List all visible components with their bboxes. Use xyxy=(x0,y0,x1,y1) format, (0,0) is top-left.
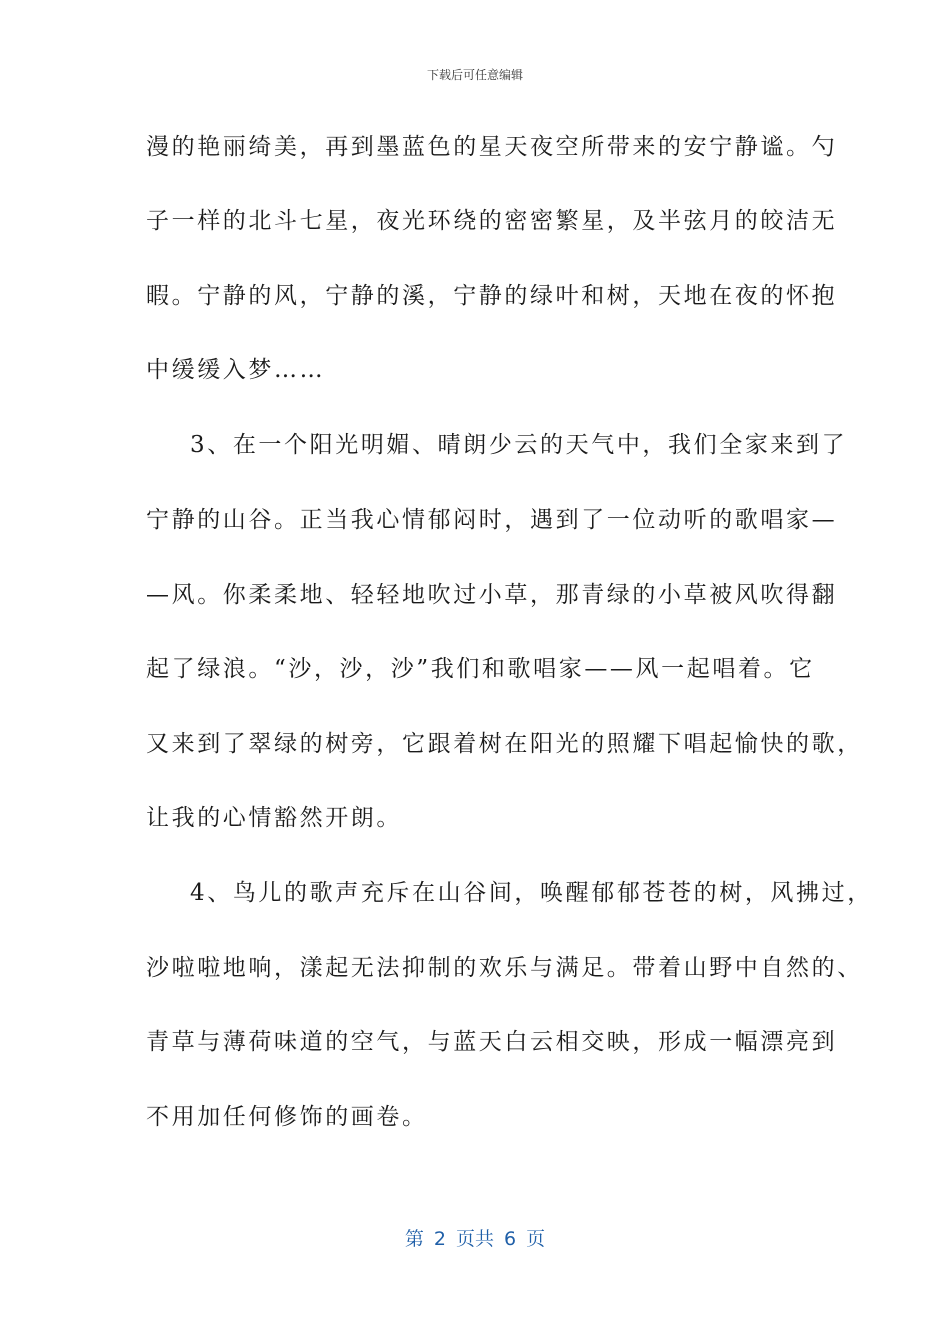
body-line: 暇。宁静的风，宁静的溪，宁静的绿叶和树，天地在夜的怀抱 xyxy=(146,283,838,309)
page-number: 第 2 页共 6 页 xyxy=(404,1228,546,1250)
paragraph-4-start: 4、鸟儿的歌声充斥在山谷间，唤醒郁郁苍苍的树，风拂过， xyxy=(190,880,873,906)
body-line: 沙啦啦地响，漾起无法抑制的欢乐与满足。带着山野中自然的、 xyxy=(146,955,863,981)
body-line: 起了绿浪。“沙，沙，沙”我们和歌唱家——风一起唱着。它 xyxy=(146,656,815,682)
body-line: 中缓缓入梦…… xyxy=(146,357,326,383)
body-line: 漫的艳丽绮美，再到墨蓝色的星天夜空所带来的安宁静谧。勺 xyxy=(146,134,838,160)
body-line: 让我的心情豁然开朗。 xyxy=(146,805,402,831)
body-line: 子一样的北斗七星，夜光环绕的密密繁星，及半弦月的皎洁无 xyxy=(146,208,838,234)
body-line: 不用加任何修饰的画卷。 xyxy=(146,1104,428,1130)
body-line: 宁静的山谷。正当我心情郁闷时，遇到了一位动听的歌唱家— xyxy=(146,507,838,533)
body-line: 又来到了翠绿的树旁，它跟着树在阳光的照耀下唱起愉快的歌， xyxy=(146,731,863,757)
paragraph-3-start: 3、在一个阳光明媚、晴朗少云的天气中，我们全家来到了 xyxy=(190,432,848,458)
body-line: —风。你柔柔地、轻轻地吹过小草，那青绿的小草被风吹得翻 xyxy=(146,582,838,608)
body-line: 青草与薄荷味道的空气，与蓝天白云相交映，形成一幅漂亮到 xyxy=(146,1029,838,1055)
page-header: 下载后可任意编辑 xyxy=(426,68,523,82)
